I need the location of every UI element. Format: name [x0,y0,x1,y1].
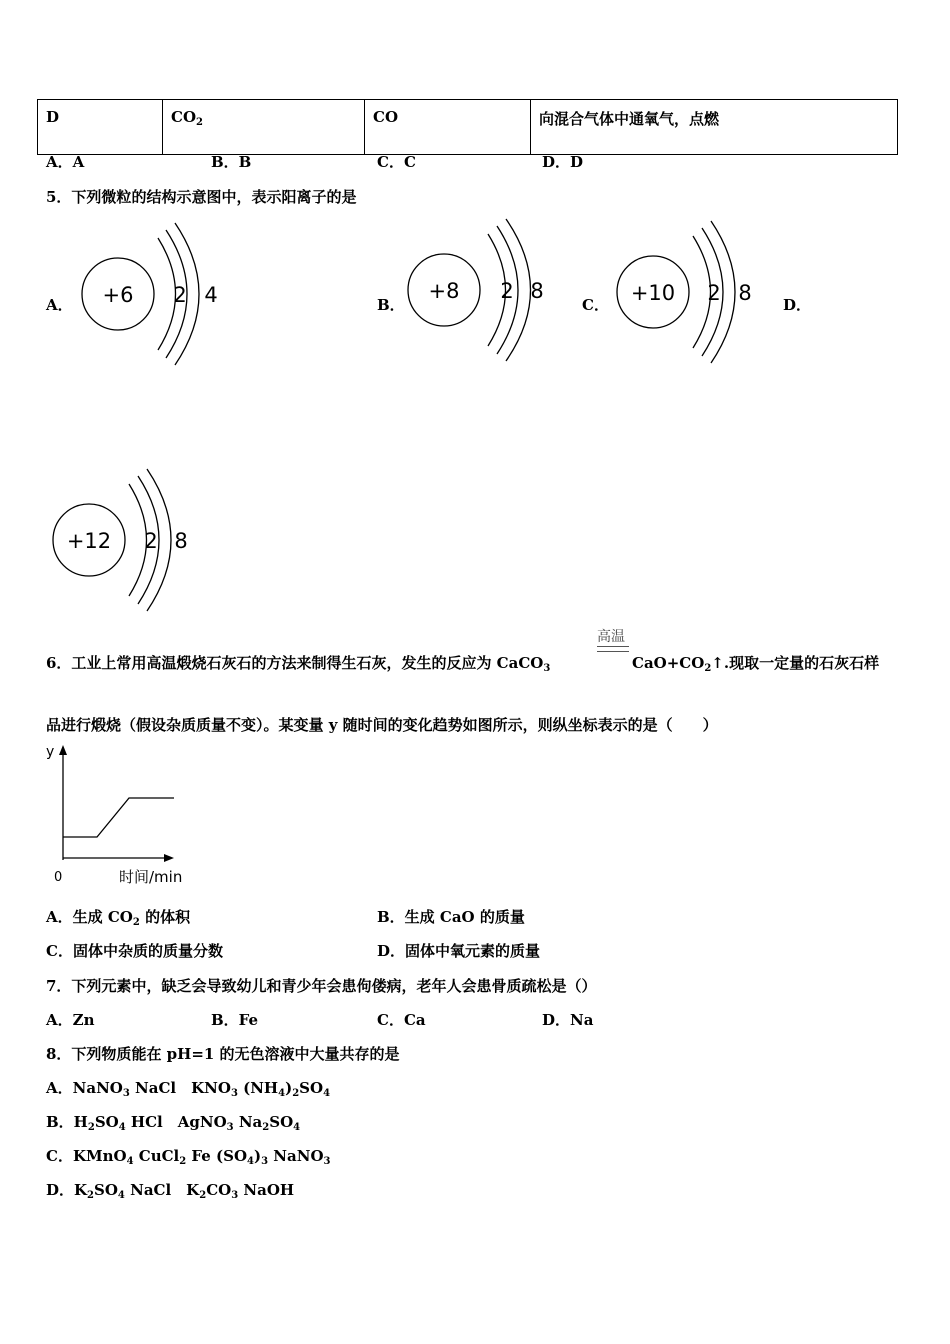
q7-option-a[interactable]: A．Zn [46,1011,95,1029]
q6-stem-line2: 品进行煅烧（假设杂质质量不变）。某变量 y 随时间的变化趋势如图所示，则纵坐标表示的是（ ） [46,716,718,734]
q5-option-a-label[interactable]: A． [46,296,73,314]
q8-option-d[interactable]: D．$K_2SO_4$ NaCl $K_2CO_3$ NaOH [46,1181,295,1201]
q4-option-d[interactable]: D．D [542,153,584,171]
q4-option-a[interactable]: A．A [46,153,85,171]
q5-option-b-label[interactable]: B． [377,296,405,314]
nucleus-charge: +10 [630,281,676,305]
q5-stem: 5．下列微粒的结构示意图中，表示阳离子的是 [46,188,357,206]
q6-graph [40,738,200,888]
atom-diagram-b [402,216,557,366]
q6-option-c[interactable]: C．固体中杂质的质量分数 [46,942,223,960]
x-axis-arrow-icon [164,854,174,862]
reaction-condition: 高温 [597,629,625,645]
shell-electrons-1: 2 [144,529,158,553]
atom-diagram-c [610,216,760,366]
shell-electrons-2: 8 [174,529,188,553]
q4-option-b[interactable]: B．B [211,153,252,171]
shell-electrons-2: 8 [530,279,544,303]
q6-option-b[interactable]: B．生成 CaO 的质量 [377,908,525,926]
q7-option-c[interactable]: C．Ca [377,1011,426,1029]
q6-stem-line1: 6．工业上常用高温煅烧石灰石的方法来制得生石灰，发生的反应为 CaCO$_3$ [46,654,551,674]
table-row [38,100,898,155]
q7-option-d[interactable]: D．Na [542,1011,594,1029]
atom-diagram-a [75,218,225,368]
x-axis-label: 时间/min [119,868,183,886]
q4-option-c[interactable]: C．C [377,153,416,171]
q7-stem: 7．下列元素中，缺乏会导致幼儿和青少年会患佝偻病，老年人会患骨质疏松是（） [46,977,597,995]
trend-line [63,798,174,837]
table-cell-option: D [38,100,163,155]
shell-electrons-1: 2 [500,279,514,303]
q6-option-a[interactable]: A．生成 $CO_2$ 的体积 [46,908,191,928]
table-cell-method: 向混合气体中通氧气，点燃 [531,100,898,155]
q5-option-d-label[interactable]: D． [783,296,812,314]
shell-electrons-2: 8 [738,281,752,305]
nucleus-charge: +8 [428,279,460,303]
nucleus-charge: +12 [66,529,112,553]
shell-electrons-1: 2 [707,281,721,305]
y-axis-label: y [46,744,55,760]
q8-option-c[interactable]: C．KMnO$_4$ CuCl$_2$ Fe $(SO_4)_3$ NaNO$_3$ [46,1147,331,1167]
atom-diagram-d [46,464,196,614]
origin-label: 0 [54,870,63,885]
q7-option-b[interactable]: B．Fe [211,1011,259,1029]
q8-option-a[interactable]: A．NaNO$_3$ NaCl $KNO_3$ $(NH_4)_2SO_4$ [46,1079,331,1099]
q8-stem: 8．下列物质能在 pH=1 的无色溶液中大量共存的是 [46,1045,400,1063]
reaction-equals-sign [597,646,629,652]
q6-option-d[interactable]: D．固体中氧元素的质量 [377,942,541,960]
shell-electrons-2: 4 [204,283,218,307]
q8-option-b[interactable]: B．$H_2SO_4$ HCl AgNO$_3$ $Na_2SO_4$ [46,1113,301,1133]
y-axis-arrow-icon [59,745,67,755]
q5-option-c-label[interactable]: C． [582,296,609,314]
q6-stem-product: $CaO+CO_2↑$.现取一定量的石灰石样 [632,654,880,674]
nucleus-charge: +6 [102,283,134,307]
table-cell-impurity: CO [365,100,531,155]
table-cell-substance: $CO_2$ [163,100,365,155]
shell-electrons-1: 2 [173,283,187,307]
options-table [37,99,898,155]
